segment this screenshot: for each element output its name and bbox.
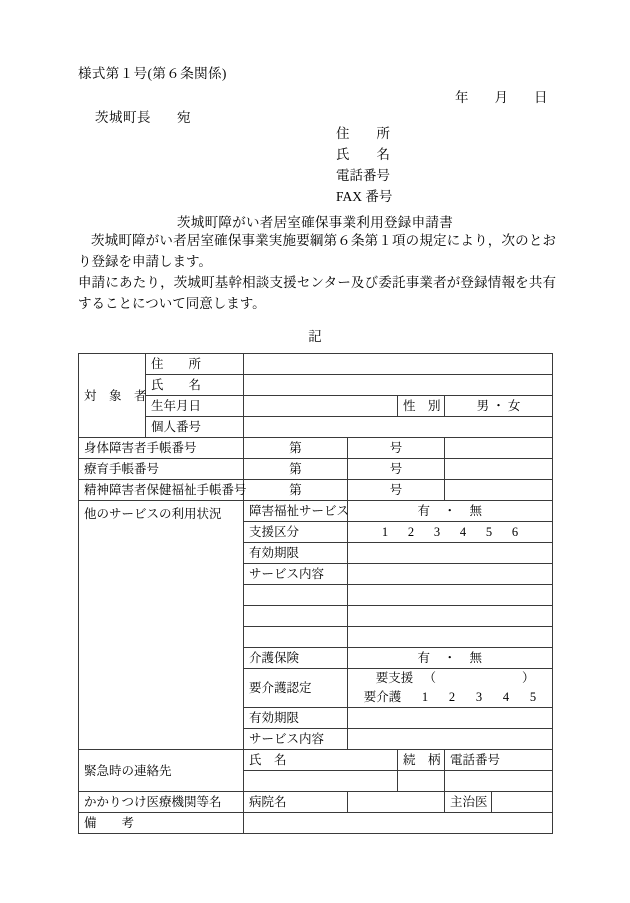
applicant-phone-label: 電話番号 [336, 168, 390, 183]
subject-birthdate-value[interactable] [244, 396, 398, 417]
welfare-expiry-value[interactable] [348, 543, 553, 564]
welfare-content-label: サービス内容 [244, 564, 348, 585]
page-title: 茨城町障がい者居室確保事業利用登録申請書 [177, 215, 453, 230]
body-text [78, 230, 556, 314]
medical-institution-label: かかりつけ医療機関等名 [79, 792, 244, 813]
support-category-label: 支援区分 [244, 522, 348, 543]
table-row [79, 354, 553, 375]
welfare-extra-value-3[interactable] [348, 627, 553, 648]
physical-handbook-suffix[interactable]: 号 [348, 438, 445, 459]
nursing-content-label: サービス内容 [244, 729, 348, 750]
date-month: 月 [494, 90, 508, 105]
mental-handbook-label: 精神障害者保健福祉手帳番号 [79, 480, 244, 501]
care-level-line [353, 688, 547, 707]
subject-name-value[interactable] [244, 375, 553, 396]
attending-doctor-label: 主治医 [445, 792, 492, 813]
care-support-line [353, 669, 547, 688]
registration-form-table [78, 353, 553, 834]
care-support-paren-close: ） [522, 671, 535, 685]
nursing-expiry-label: 有効期限 [244, 708, 348, 729]
subject-mynumber-value[interactable] [244, 417, 553, 438]
emergency-phone-label: 電話番号 [445, 750, 553, 771]
welfare-service-options-text: 有 ・ 無 [417, 504, 483, 518]
physical-handbook-blank[interactable] [445, 438, 553, 459]
table-row [79, 792, 553, 813]
attending-doctor-value[interactable] [492, 792, 553, 813]
subject-address-value[interactable] [244, 354, 553, 375]
applicant-fax-label: FAX 番号 [336, 189, 393, 204]
addressee-name: 茨城町長 [95, 110, 151, 125]
care-level-option-4[interactable]: 4 [502, 690, 510, 704]
emergency-name-value[interactable] [244, 771, 398, 792]
form-number: 様式第１号(第６条関係) [78, 66, 227, 81]
table-row [79, 438, 553, 459]
welfare-extra-label-1[interactable] [244, 585, 348, 606]
rehab-handbook-label: 療育手帳番号 [79, 459, 244, 480]
hospital-name-label: 病院名 [244, 792, 348, 813]
mental-handbook-suffix[interactable]: 号 [348, 480, 445, 501]
paragraph-1: 茨城町障がい者居室確保事業実施要綱第６条第１項の規定により，次のとおり登録を申請します。 [78, 233, 556, 269]
care-level-option-3[interactable]: 3 [475, 690, 483, 704]
nursing-expiry-value[interactable] [348, 708, 553, 729]
emergency-name-label: 氏 名 [244, 750, 398, 771]
nursing-insurance-label: 介護保険 [244, 648, 348, 669]
welfare-expiry-label: 有効期限 [244, 543, 348, 564]
nursing-insurance-options[interactable] [348, 648, 553, 669]
emergency-phone-value[interactable] [445, 771, 553, 792]
addressee [95, 106, 191, 126]
welfare-service-options[interactable] [348, 501, 553, 522]
table-row [79, 375, 553, 396]
gender-label-text: 性 別 [403, 399, 441, 413]
other-services-label: 他のサービスの利用状況 [79, 501, 244, 750]
nursing-content-value[interactable] [348, 729, 553, 750]
emergency-relation-label-text: 続 柄 [403, 753, 441, 767]
hospital-name-value[interactable] [348, 792, 445, 813]
mental-handbook-blank[interactable] [445, 480, 553, 501]
subject-label [79, 354, 146, 438]
welfare-service-label: 障害福祉サービス [244, 501, 348, 522]
table-row [79, 417, 553, 438]
subject-label-text: 対 象 者 [84, 388, 147, 403]
table-row [79, 480, 553, 501]
support-category-options[interactable] [348, 522, 553, 543]
care-level-option-1[interactable]: 1 [421, 690, 429, 704]
physical-handbook-prefix[interactable]: 第 [244, 438, 348, 459]
care-certification-label: 要介護認定 [244, 669, 348, 708]
support-category-option-1[interactable]: 1 [381, 525, 389, 539]
rehab-handbook-prefix[interactable]: 第 [244, 459, 348, 480]
date-line [455, 86, 548, 106]
table-row [79, 750, 553, 771]
ki-marker: 記 [308, 329, 322, 344]
care-support-paren-open: （ [423, 671, 437, 685]
physical-handbook-label: 身体障害者手帳番号 [79, 438, 244, 459]
support-category-option-2[interactable]: 2 [407, 525, 415, 539]
emergency-relation-label [398, 750, 445, 771]
nursing-insurance-options-text: 有 ・ 無 [417, 651, 483, 665]
support-category-option-3[interactable]: 3 [433, 525, 441, 539]
date-year: 年 [455, 90, 469, 105]
care-support-label: 要支援 [375, 671, 414, 685]
subject-birthdate-label: 生年月日 [146, 396, 244, 417]
emergency-contact-label: 緊急時の連絡先 [79, 750, 244, 792]
applicant-name-label: 氏 名 [336, 147, 390, 162]
gender-options[interactable]: 男 ・ 女 [445, 396, 553, 417]
rehab-handbook-suffix[interactable]: 号 [348, 459, 445, 480]
emergency-relation-value[interactable] [398, 771, 445, 792]
date-day: 日 [534, 90, 548, 105]
mental-handbook-prefix[interactable]: 第 [244, 480, 348, 501]
care-level-label: 要介護 [363, 690, 402, 704]
rehab-handbook-blank[interactable] [445, 459, 553, 480]
care-certification-options[interactable] [348, 669, 553, 708]
care-level-option-5[interactable]: 5 [529, 690, 537, 704]
support-category-option-6[interactable]: 6 [511, 525, 519, 539]
applicant-address-label: 住 所 [336, 126, 390, 141]
applicant-fields [336, 123, 392, 207]
subject-mynumber-label: 個人番号 [146, 417, 244, 438]
gender-label [398, 396, 445, 417]
addressee-suffix: 宛 [177, 110, 191, 125]
table-row [79, 396, 553, 417]
welfare-extra-label-3[interactable] [244, 627, 348, 648]
welfare-content-value[interactable] [348, 564, 553, 585]
care-level-option-2[interactable]: 2 [448, 690, 456, 704]
subject-name-label: 氏 名 [146, 375, 244, 396]
welfare-extra-value-2[interactable] [348, 606, 553, 627]
table-row [79, 813, 553, 834]
remarks-value[interactable] [244, 813, 553, 834]
table-row [79, 459, 553, 480]
table-row [79, 501, 553, 522]
welfare-extra-value-1[interactable] [348, 585, 553, 606]
support-category-option-4[interactable]: 4 [459, 525, 467, 539]
support-category-option-5[interactable]: 5 [485, 525, 493, 539]
subject-address-label: 住 所 [146, 354, 244, 375]
remarks-label: 備 考 [79, 813, 244, 834]
paragraph-2: 申請にあたり，茨城町基幹相談支援センター及び委託事業者が登録情報を共有することについて同意します。 [78, 275, 556, 311]
welfare-extra-label-2[interactable] [244, 606, 348, 627]
